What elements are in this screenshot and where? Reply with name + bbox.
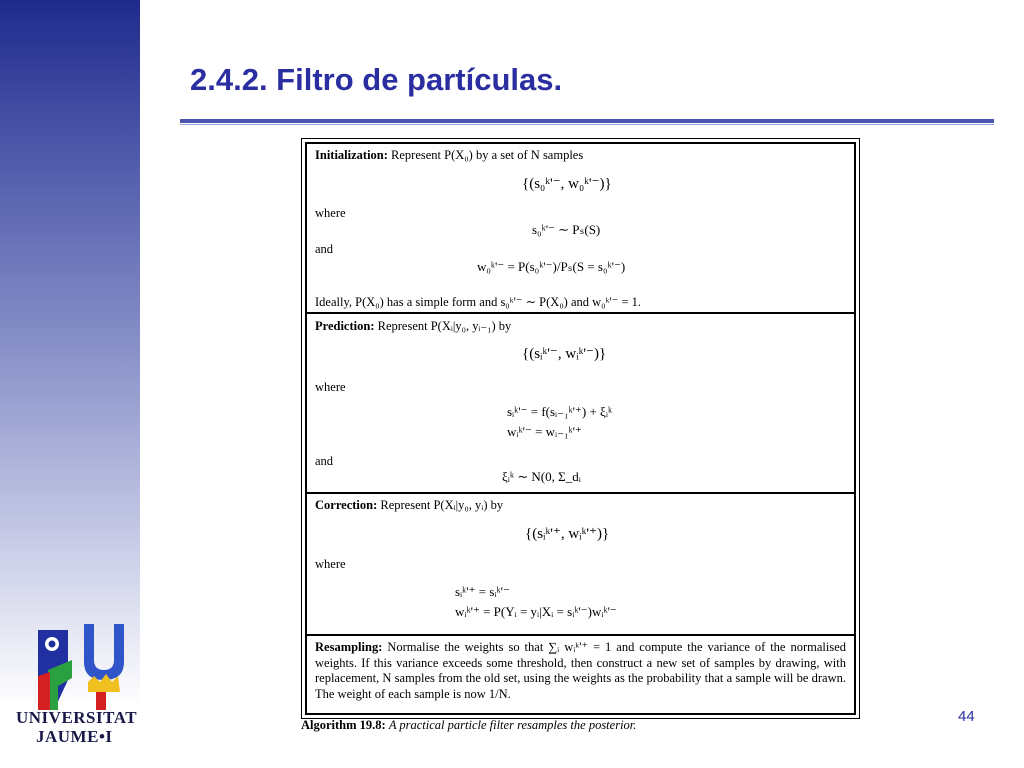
prediction-eq1: sᵢᵏ'⁻ = f(sᵢ₋₁ᵏ'⁺) + ξᵢᵏ [507, 404, 613, 419]
initialization-intro: Represent P(X₀) by a set of N samples [391, 148, 584, 162]
resampling-head: Resampling: [315, 640, 383, 654]
algorithm-box [305, 142, 856, 715]
initialization-set: {(s₀ᵏ'⁻, w₀ᵏ'⁻)} [522, 176, 612, 192]
correction-set: {(sᵢᵏ'⁺, wᵢᵏ'⁺)} [525, 526, 610, 542]
section-resampling [307, 636, 854, 713]
title-rule-thin [180, 124, 994, 125]
initialization-eq2: w₀ᵏ'⁻ = P(s₀ᵏ'⁻)/Pₛ(S = s₀ᵏ'⁻) [477, 259, 626, 274]
title-rule [180, 119, 994, 123]
logo-text-line2: JAUME•I [36, 727, 113, 746]
resampling-text: Normalise the weights so that ∑ᵢ wᵢᵏ'⁺ = 1 and compute the variance of the normalised weights. If this variance exceeds some threshold, then construct a new set of samples by drawing, with replacement, N samples from the old set, using the weights as the probability that a sample will be drawn. The weight of each sample is now 1/N. [315, 640, 846, 701]
prediction-eq3: ξᵢᵏ ∼ N(0, Σ_dᵢ [502, 469, 581, 484]
algorithm-figure [301, 138, 860, 719]
initialization-head: Initialization: [315, 148, 388, 162]
correction-where: where [315, 557, 346, 571]
initialization-and: and [315, 242, 334, 256]
slide-title: 2.4.2. Filtro de partículas. [190, 62, 563, 97]
section-correction [307, 494, 854, 636]
correction-head: Correction: [315, 498, 378, 512]
algorithm-caption [301, 718, 636, 733]
prediction-intro: Represent P(Xᵢ|y₀, yᵢ₋₁) by [377, 319, 512, 333]
prediction-and: and [315, 454, 334, 468]
correction-eq2: wᵢᵏ'⁺ = P(Yᵢ = yᵢ|Xᵢ = sᵢᵏ'⁻)wᵢᵏ'⁻ [455, 604, 617, 619]
prediction-eq2: wᵢᵏ'⁻ = wᵢ₋₁ᵏ'⁺ [507, 424, 582, 439]
caption-text: A practical particle filter resamples the posterior. [388, 718, 637, 732]
initialization-ideal: Ideally, P(X₀) has a simple form and s₀ᵏ'⁻ ∼ P(X₀) and w₀ᵏ'⁻ = 1. [315, 295, 641, 309]
page-number: 44 [958, 708, 975, 725]
correction-eq1: sᵢᵏ'⁺ = sᵢᵏ'⁻ [455, 584, 510, 599]
prediction-head: Prediction: [315, 319, 375, 333]
initialization-where: where [315, 206, 346, 220]
caption-label: Algorithm 19.8: [301, 718, 386, 732]
prediction-set: {(sᵢᵏ'⁻, wᵢᵏ'⁻)} [522, 346, 607, 362]
section-prediction [307, 314, 854, 494]
section-initialization [307, 144, 854, 314]
initialization-eq1: s₀ᵏ'⁻ ∼ Pₛ(S) [532, 222, 601, 237]
correction-intro: Represent P(Xᵢ|y₀, yᵢ) by [380, 498, 504, 512]
logo-text-line1: UNIVERSITAT [16, 708, 138, 727]
university-logo-icon [28, 620, 128, 710]
prediction-where: where [315, 380, 346, 394]
